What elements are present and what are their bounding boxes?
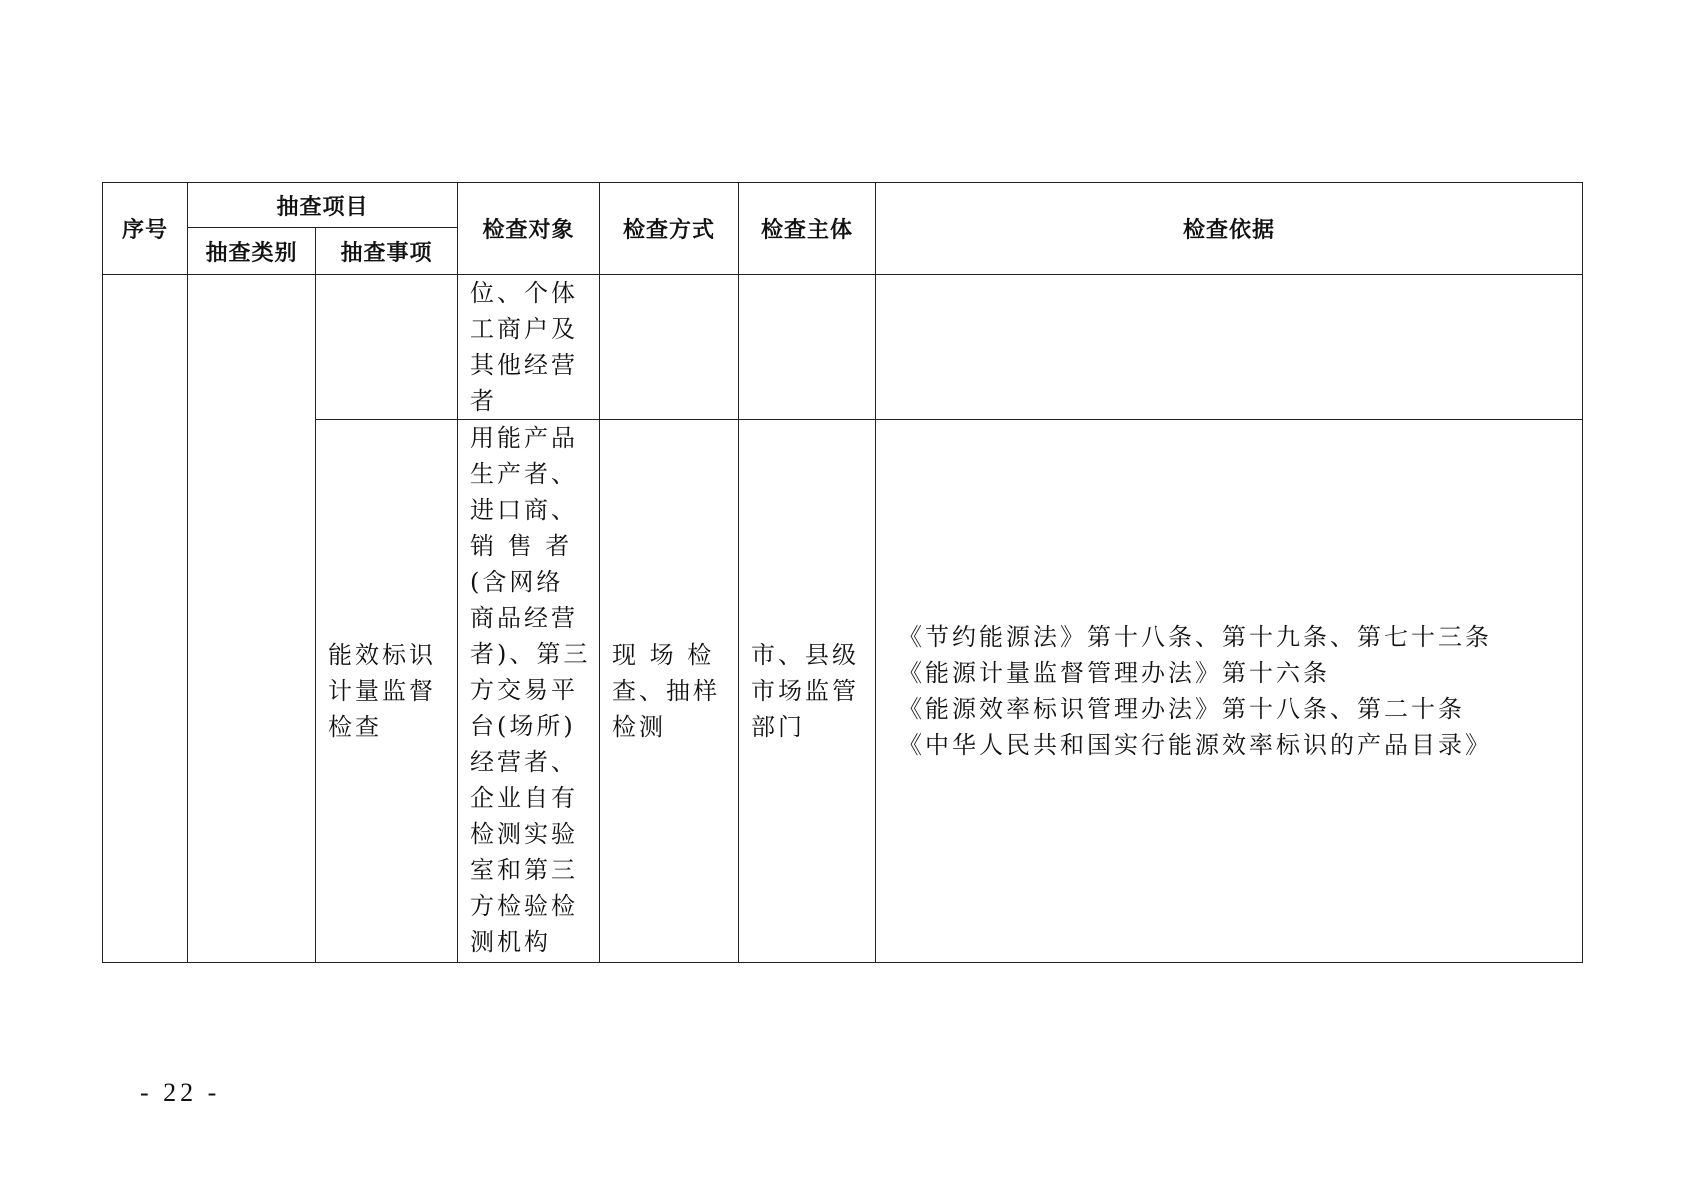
subject-text: 市、县级 市场监管 部门 — [751, 641, 860, 741]
header-item-group: 抽查项目 — [188, 183, 458, 228]
table-row — [103, 420, 1583, 963]
matter-cell — [316, 420, 458, 963]
matter-cell — [316, 275, 458, 420]
object-cell — [458, 275, 600, 420]
subject-cell — [739, 420, 876, 963]
page-number: - 22 - — [140, 1078, 221, 1107]
subject-cell — [739, 275, 876, 420]
header-matter: 抽查事项 — [316, 228, 458, 275]
header-basis: 检查依据 — [876, 183, 1583, 275]
basis-cell — [876, 420, 1583, 963]
category-cell — [188, 275, 316, 963]
header-method: 检查方式 — [600, 183, 739, 275]
header-subject: 检查主体 — [739, 183, 876, 275]
basis-cell — [876, 275, 1583, 420]
object-cell — [458, 420, 600, 963]
method-text: 现 场 检 查、抽样 检测 — [612, 641, 721, 741]
header-row-1 — [103, 183, 1583, 228]
object-text: 位、个体 工商户及 其他经营 者 — [470, 279, 579, 415]
matter-text: 能效标识 计量监督 检查 — [328, 641, 436, 741]
method-cell — [600, 275, 739, 420]
table-row — [103, 275, 1583, 420]
header-category: 抽查类别 — [188, 228, 316, 275]
header-object: 检查对象 — [458, 183, 600, 275]
method-cell — [600, 420, 739, 963]
object-text: 用能产品 生产者、 进口商、 销 售 者 (含网络 商品经营 者)、第三 方交易平 台(场所) 经营者、 企业自有 检测实验 室和第三 方检验检 测机构 — [470, 424, 591, 956]
seq-cell — [103, 275, 188, 963]
inspection-table — [102, 182, 1583, 963]
header-seq: 序号 — [103, 183, 188, 275]
basis-text: 《节约能源法》第十八条、第十九条、第七十三条 《能源计量监督管理办法》第十六条 《能源效率标识管理办法》第十八条、第二十条 《中华人民共和国实行能源效率标识的产品目录》 — [898, 623, 1493, 759]
